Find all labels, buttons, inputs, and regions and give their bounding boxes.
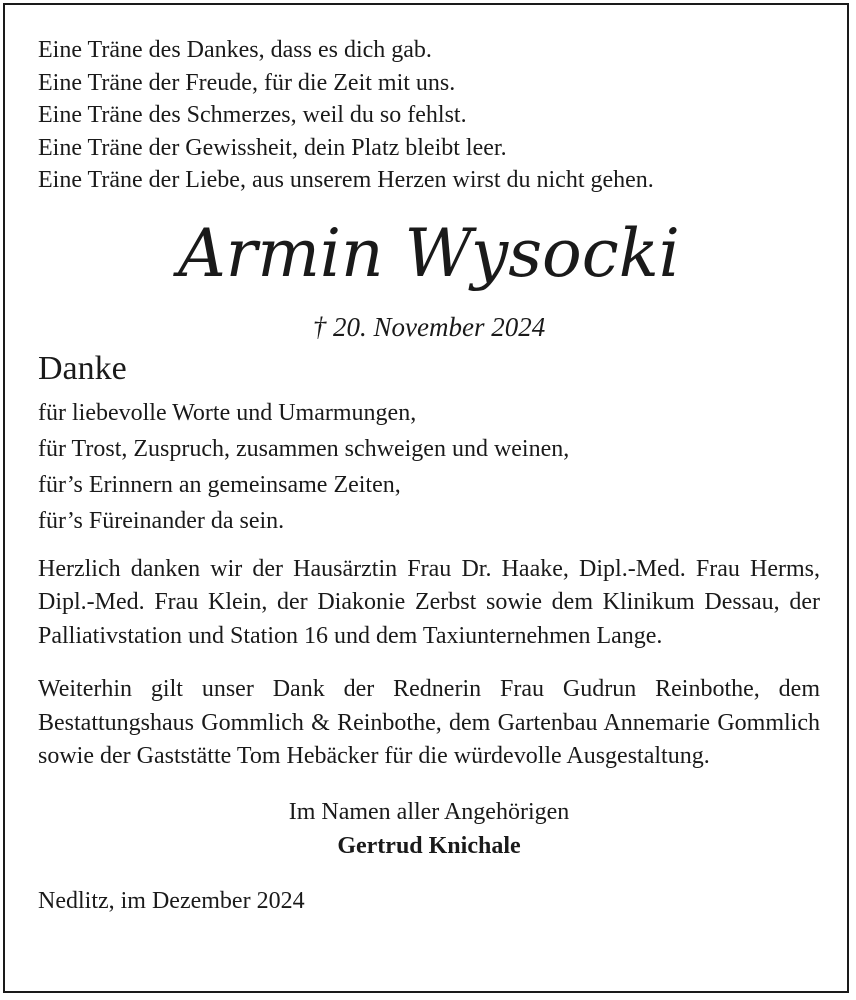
- signature-block: [38, 795, 820, 863]
- poem: [38, 34, 820, 197]
- thanks-line: für’s Füreinander da sein.: [38, 507, 285, 534]
- poem-line: Eine Träne des Schmerzes, weil du so fehlst.: [38, 102, 467, 128]
- acknowledgement-paragraph: Weiterhin gilt unser Dank der Rednerin Frau Gudrun Reinbothe, dem Bestattungshaus Gommlich & Reinbothe, dem Gartenbau Annemarie Gommlich sowie der Gaststätte Tom Hebäcker für die würdevolle Ausgestaltung.: [38, 676, 820, 769]
- thanks-list: [38, 395, 820, 539]
- acknowledgement-paragraph: Herzlich danken wir der Hausärztin Frau Dr. Haake, Dipl.-Med. Frau Herms, Dipl.-Med. Frau Klein, der Diakonie Zerbst sowie dem Klinikum Dessau, der Palliativstation und Station 16 und dem Taxiunternehmen Lange.: [38, 555, 820, 649]
- poem-line: Eine Träne des Dankes, dass es dich gab.: [38, 37, 432, 63]
- place-date: Nedlitz, im Dezember 2024: [38, 887, 305, 914]
- thanks-line: für Trost, Zuspruch, zusammen schweigen und weinen,: [38, 435, 570, 462]
- poem-line: Eine Träne der Gewissheit, dein Platz bleibt leer.: [38, 134, 507, 161]
- deceased-name: Armin Wysocki: [178, 214, 680, 292]
- signature-name: Gertrud Knichale: [337, 832, 521, 859]
- obituary-notice: [38, 34, 820, 918]
- thanks-line: für’s Erinnern an gemeinsame Zeiten,: [38, 471, 401, 498]
- thanks-line: für liebevolle Worte und Umarmungen,: [38, 399, 417, 426]
- thanks-heading: Danke: [38, 349, 127, 387]
- death-date: † 20. November 2024: [312, 311, 546, 342]
- poem-line: Eine Träne der Liebe, aus unserem Herzen wirst du nicht gehen.: [38, 167, 654, 193]
- signature-line: Im Namen aller Angehörigen: [288, 798, 570, 825]
- poem-line: Eine Träne der Freude, für die Zeit mit uns.: [38, 69, 456, 96]
